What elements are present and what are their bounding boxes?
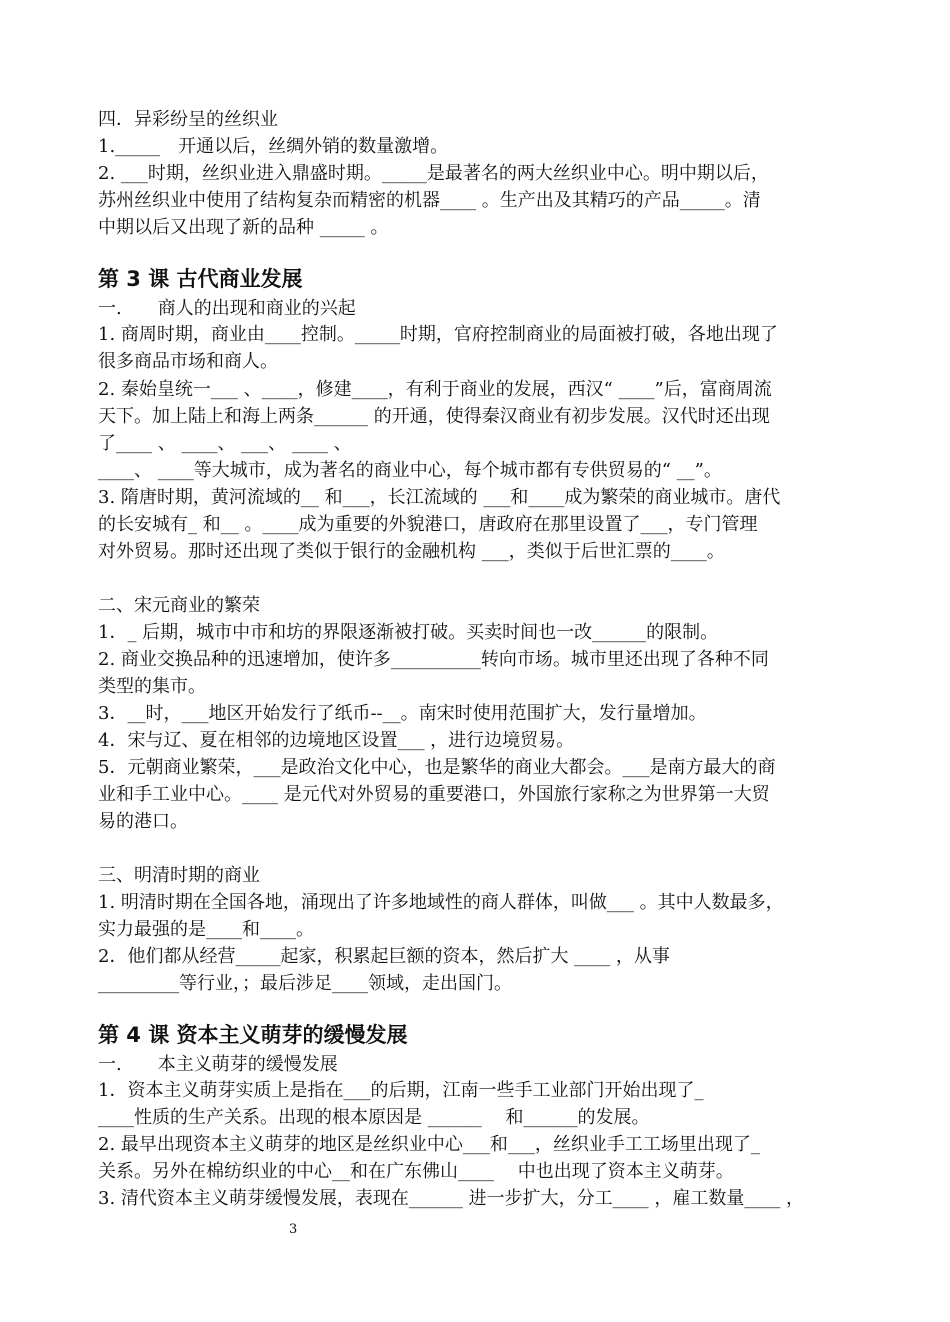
text-line: 很多商品市场和商人。 [98,351,278,372]
lesson-title: 第 3 课 古代商业发展 [98,267,303,291]
text-line: 苏州丝织业中使用了结构复杂而精密的机器____ 。生产出及其精巧的产品_____。清 [98,190,761,211]
text-line: ____性质的生产关系。出现的根本原因是 ______ 和______的发展。 [98,1107,650,1128]
section-heading: 四．异彩纷呈的丝织业 [98,109,278,130]
text-line: 对外贸易。那时还出现了类似于银行的金融机构 ___，类似于后世汇票的____。 [98,541,725,562]
section-heading: 一. 本主义萌芽的缓慢发展 [98,1054,338,1075]
text-line: 2．他们都从经营_____起家，积累起巨额的资本，然后扩大 ____ ，从事 [98,946,670,967]
page-number: 3 [289,1222,298,1237]
text-line: 2. ___时期，丝织业进入鼎盛时期。_____是最著名的两大丝织业中心。明中期以后， [98,163,769,184]
text-line: 3．__时，___地区开始发行了纸币--__。南宋时使用范围扩大，发行量增加。 [98,703,707,724]
text-line: 易的港口。 [98,811,188,832]
text-line: 中期以后又出现了新的品种 _____ 。 [98,217,389,238]
text-line: 了____ 、 ____、 ___、 ____ 、 [98,433,352,454]
text-line: 3. 清代资本主义萌芽缓慢发展，表现在______ 进一步扩大，分工____ ，雇工数量____ ， [98,1188,805,1209]
text-line: 类型的集市。 [98,676,206,697]
section-heading: 一. 商人的出现和商业的兴起 [98,298,356,319]
text-line: _________等行业，；最后涉足____领域，走出国门。 [98,973,512,994]
text-line: 3. 隋唐时期，黄河流域的__ 和___，长江流域的 ___和____成为繁荣的商业城市。唐代 [98,487,781,508]
text-line: 4．宋与辽、夏在相邻的边境地区设置___ ，进行边境贸易。 [98,730,575,751]
text-line: 2. 商业交换品种的迅速增加，使许多__________转向市场。城市里还出现了各种不同 [98,649,769,670]
text-line: 2. 最早出现资本主义萌芽的地区是丝织业中心___和___，丝织业手工工场里出现了_ [98,1134,760,1155]
text-line: 1._____ 开通以后，丝绸外销的数量激增。 [98,136,449,157]
text-line: 业和手工业中心。____ 是元代对外贸易的重要港口，外国旅行家称之为世界第一大贸 [98,784,770,805]
text-line: 天下。加上陆上和海上两条______ 的开通，使得秦汉商业有初步发展。汉代时还出现 [98,406,770,427]
text-line: 1. 商周时期，商业由____控制。_____时期，官府控制商业的局面被打破，各地出现了 [98,324,778,345]
text-line: 关系。另外在棉纺织业的中心__和在广东佛山____ 中也出现了资本主义萌芽。 [98,1161,734,1182]
text-line: 的长安城有_ 和__ 。____成为重要的外貌港口，唐政府在那里设置了___，专门管理 [98,514,758,535]
lesson-title: 第 4 课 资本主义萌芽的缓慢发展 [98,1023,408,1047]
text-line: 1．资本主义萌芽实质上是指在___的后期，江南一些手工业部门开始出现了_ [98,1080,704,1101]
text-line: 实力最强的是____和____。 [98,919,314,940]
text-line: 1．_ 后期，城市中市和坊的界限逐渐被打破。买卖时间也一改______的限制。 [98,622,719,643]
text-line: 2. 秦始皇统一___ 、____，修建____，有利于商业的发展，西汉“ ____”后，富商周流 [98,379,772,400]
section-heading: 三、明清时期的商业 [98,865,260,886]
text-line: ____、 ____等大城市，成为著名的商业中心，每个城市都有专供贸易的“ __”。 [98,460,722,481]
text-line: 1. 明清时期在全国各地，涌现出了许多地域性的商人群体，叫做___ 。其中人数最多， [98,892,784,913]
section-heading: 二、宋元商业的繁荣 [98,595,260,616]
text-line: 5．元朝商业繁荣，___是政治文化中心，也是繁华的商业大都会。___是南方最大的商 [98,757,776,778]
